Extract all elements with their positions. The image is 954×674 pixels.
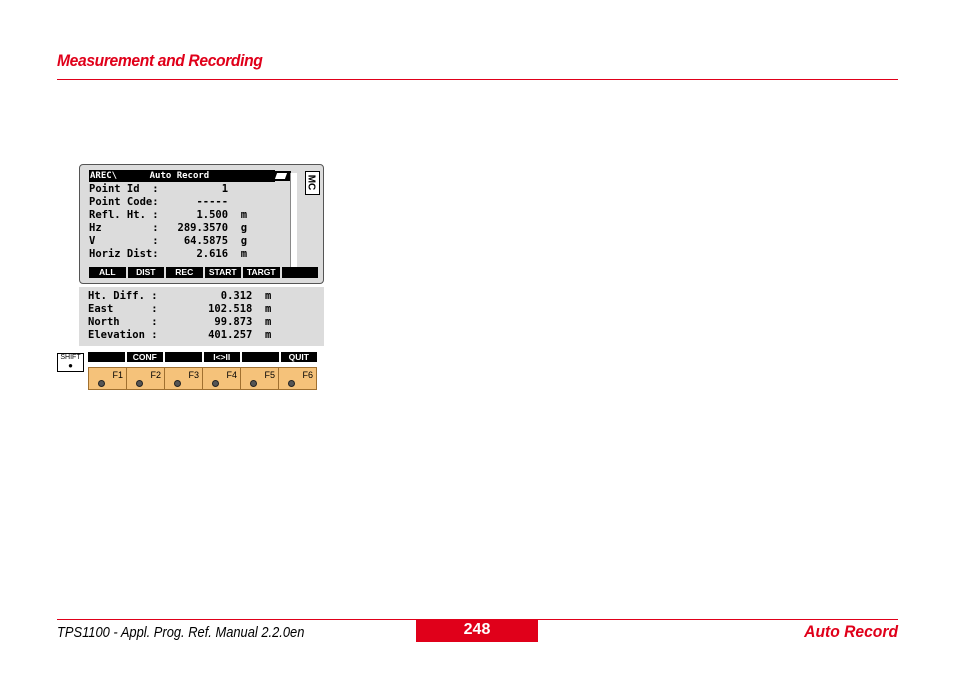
extra-values-panel [79,287,324,346]
shift-softkey-1[interactable] [88,352,125,362]
display-row-ht-diff: Ht. Diff. : 0.312 m [88,290,272,302]
display-rows [89,183,247,261]
fkey-f1[interactable]: F1 [89,368,127,389]
shift-softkey-conf[interactable]: CONF [127,352,164,362]
page-number: 248 [416,620,538,642]
page-header-title: Measurement and Recording [57,51,263,70]
fkey-f2[interactable]: F2 [127,368,165,389]
shift-softkey-5[interactable] [242,352,279,362]
function-keys [88,367,317,390]
display-row-point-id: Point Id : 1 [89,183,229,195]
display-row-horiz-dist: Horiz Dist: 2.616 m [89,248,248,260]
display-row-v: V : 64.5875 g [89,235,248,247]
shift-dot-icon: ● [68,361,73,370]
display-row-hz: Hz : 289.3570 g [89,222,248,234]
fkey-dot-icon [212,380,219,387]
fkey-dot-icon [288,380,295,387]
fkey-f3[interactable]: F3 [165,368,203,389]
instrument-display [79,164,324,284]
shift-key[interactable] [57,353,84,372]
fkey-f5[interactable]: F5 [241,368,279,389]
shift-softkey-i-ii[interactable]: I<>II [204,352,241,362]
display-row-elevation: Elevation : 401.257 m [88,329,272,341]
display-row-refl-ht: Refl. Ht. : 1.500 m [89,209,248,221]
fkey-dot-icon [174,380,181,387]
display-row-east: East : 102.518 m [88,303,272,315]
shift-softkey-quit[interactable]: QUIT [281,352,318,362]
softkey-dist[interactable]: DIST [128,267,165,278]
display-title-bar: AREC\ Auto Record [89,170,275,182]
softkey-targt[interactable]: TARGT [243,267,280,278]
shift-softkeys [88,352,317,362]
shift-softkey-3[interactable] [165,352,202,362]
fkey-dot-icon [136,380,143,387]
softkey-blank[interactable] [282,267,319,278]
mc-badge: MC [305,171,320,195]
fkey-f4[interactable]: F4 [203,368,241,389]
softkey-rec[interactable]: REC [166,267,203,278]
display-row-point-code: Point Code: ----- [89,196,229,208]
fkey-f6[interactable]: F6 [279,368,316,389]
footer-section-title: Auto Record [804,622,898,641]
header-rule [57,79,898,80]
shift-label: SHIFT [60,354,81,361]
display-scrollbar[interactable] [290,173,297,268]
display-row-north: North : 99.873 m [88,316,272,328]
fkey-dot-icon [98,380,105,387]
display-softkeys [89,267,318,278]
fkey-dot-icon [250,380,257,387]
softkey-all[interactable]: ALL [89,267,126,278]
battery-icon [271,171,291,181]
footer-manual-title: TPS1100 - Appl. Prog. Ref. Manual 2.2.0en [57,624,305,641]
softkey-start[interactable]: START [205,267,242,278]
